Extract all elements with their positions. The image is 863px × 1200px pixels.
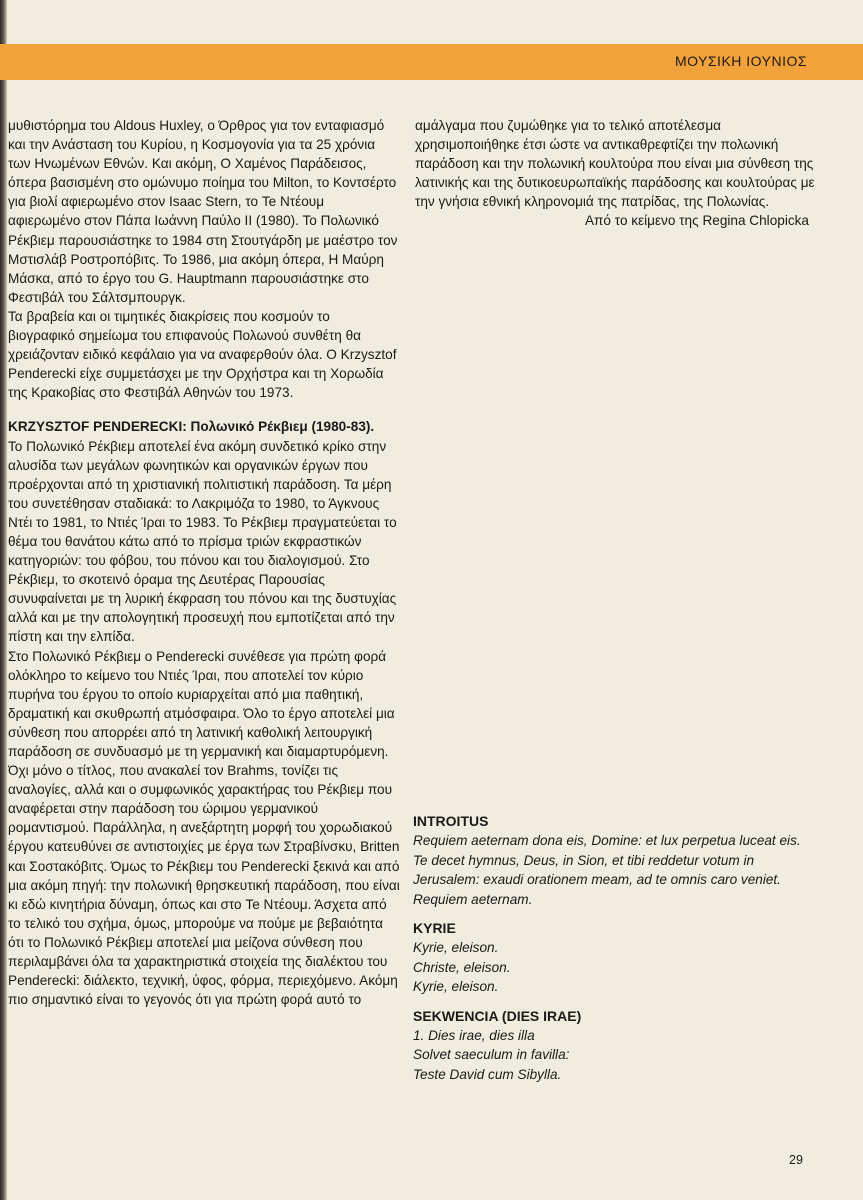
spacer — [8, 402, 400, 417]
introitus-heading: INTROITUS — [413, 813, 489, 829]
requiem-paragraph-2: Στο Πολωνικό Ρέκβιεμ ο Penderecki συνέθεσε για πρώτη φορά ολόκληρο το κείμενο του Ντιές Ίραι, που αποτελεί τον κύριο πυρήνα του έργου το οποίο κυριαρχείται από μια παθητική, δραματική και σκυθρωπή ατμόσφαιρα. Όλο το έργο αποτελεί μια σύνθεση που απορρέει από τη λατινική καθολική λειτουργική παράδοση σε συνδυασμό με τη γερμανική και διαμαρτυρόμενη. Όχι μόνο ο τίτλος, που ανακαλεί τον Brahms, τονίζει τις αναλογίες, αλλά και ο συμφωνικός χαρακτήρας του Ρέκβιεμ που αναφέρεται στην παράδοση του ώριμου γερμανικού ρομαντισμού. Παράλληλα, η ανεξάρτητη μορφή του χορωδιακού έργου κατευθύνει σε αντιστοιχίες με έργα των Στραβίνσκυ, Britten και Σοστακόβιτς. Όμως το Ρέκβιεμ του Penderecki ξεκινά και από μια ακόμη πηγή: την πολωνική θρησκευτική παράδοση, που είναι κι εδώ κινητήρια δύναμη, όπως και στο Te Ντέουμ. Άσχετα από το τελικό του σχήμα, όμως, μπορούμε να πούμε με βεβαιότητα ότι το Πολωνικό Ρέκβιεμ αποτελεί μια μείζονα σύνθεση που περιλαμβάνει όλα τα χαρακτηριστικά στοιχεία της διαλέκτου του Penderecki: διάλεκτο, τεχνική, ύφος, φόρμα, περιεχόμενο. Ακόμη πιο σημαντικό είναι το γεγονός ότι για πρώτη φορά αυτό το — [8, 648, 400, 1008]
awards-paragraph: Τα βραβεία και οι τιμητικές διακρίσεις που κοσμούν το βιογραφικό σημείωμα του επιφανούς Πολωνού συνθέτη θα χρειάζονταν ειδικό κεφάλαιο για να αναφερθούν όλα. Ο Krzysztof Penderecki είχε συμμετάσχει με την Ορχήστρα και τη Χορωδία της Κρακοβίας στο Φεστιβάλ Αθηνών του 1973. — [8, 308, 397, 401]
page-number: 29 — [789, 1153, 803, 1167]
latin-text-column — [413, 811, 813, 1084]
continuation-paragraph: αμάλγαμα που ζυμώθηκε για το τελικό αποτέλεσμα χρησιμοποιήθηκε έτσι ώστε να αντικαθρεφτίζει την πολωνική παράδοση και την πολωνική κουλτούρα που είναι μια σύνθεση της λατινικής και της δυτικοευρωπαϊκής παράδοσης και κουλτούρας με την γνήσια εθνική κληρονομιά της πατρίδας, της Πολωνίας. — [415, 118, 815, 210]
kyrie-heading: KYRIE — [413, 920, 456, 936]
spacer — [413, 997, 813, 1006]
attribution: Από το κείμενο της Regina Chlopicka — [584, 213, 809, 229]
intro-paragraph: μυθιστόρημα του Aldous Huxley, ο Όρθρος για τον ενταφιασμό και την Ανάσταση του Κυρίου, η Κοσμογονία για τα 25 χρόνια των Ηνωμένων Εθνών. Και ακόμη, Ο Χαμένος Παράδεισος, όπερα βασισμένη στο ομώνυμο ποίημα του Milton, το Κοντσέρτο για βιολί αφιερωμένο στον Isaac Stern, το Te Ντέουμ αφιερωμένο στον Πάπα Ιωάννη Παύλο ΙΙ (1980). Το Πολωνικό Ρέκβιεμ παρουσιάστηκε το 1984 στη Στουτγάρδη με μαέστρο τον Μστισλάβ Ροστροπόβιτς. Το 1986, μια ακόμη όπερα, Η Μαύρη Μάσκα, από το έργο του G. Hauptmann παρουσιάστηκε στο Φεστιβάλ του Σάλτσμπουργκ. — [8, 118, 398, 305]
spacer — [413, 909, 813, 918]
kyrie-text: Kyrie, eleison. Christe, eleison. Kyrie, eleison. — [413, 940, 511, 994]
requiem-paragraph-1: Το Πολωνικό Ρέκβιεμ αποτελεί ένα ακόμη συνδετικό κρίκο στην αλυσίδα των μεγάλων φωνητικών και οργανικών έργων που προέρχονται από τη χριστιανική πολιτιστική παράδοση. Τα μέρη του συνετέθησαν σταδιακά: το Λακριμόζα το 1980, το Άγκνους Ντέι το 1981, το Ντιές Ίραι το 1983. Το Ρέκβιεμ πραγματεύεται το θέμα του θανάτου κάτω από το πρίσμα τριών εκφραστικών κατηγοριών: του φόβου, του πόνου και του διαλογισμού. Στο Ρέκβιεμ, το σκοτεινό όραμα της Δευτέρας Παρουσίας συνυφαίνεται με τη λυρική έκφραση του πόνου και της δυστυχίας αλλά και με την απολογητική προσευχή που εμποτίζεται από την πίστη και την ελπίδα. — [8, 438, 397, 645]
right-column-top — [415, 116, 815, 231]
introitus-text: Requiem aeternam dona eis, Domine: et lux perpetua luceat eis. Te decet hymnus, Deus, in Sion, et tibi reddetur votum in Jerusalem: exaudi orationem meam, ad te omnis caro veniet. Requiem aeternam. — [413, 833, 801, 907]
section-header-banner — [0, 44, 863, 80]
sekwencia-text: 1. Dies irae, dies illa Solvet saeculum in favilla: Teste David cum Sibylla. — [413, 1027, 570, 1082]
left-column — [8, 116, 400, 1009]
page-binding-edge — [0, 0, 7, 1200]
requiem-section-heading: KRZYSZTOF PENDERECKI: Πολωνικό Ρέκβιεμ (1980-83). — [8, 419, 375, 435]
section-title: ΜΟΥΣΙΚΗ ΙΟΥΝΙΟΣ — [674, 53, 807, 69]
sekwencia-heading: SEKWENCIA (DIES IRAE) — [413, 1007, 582, 1024]
